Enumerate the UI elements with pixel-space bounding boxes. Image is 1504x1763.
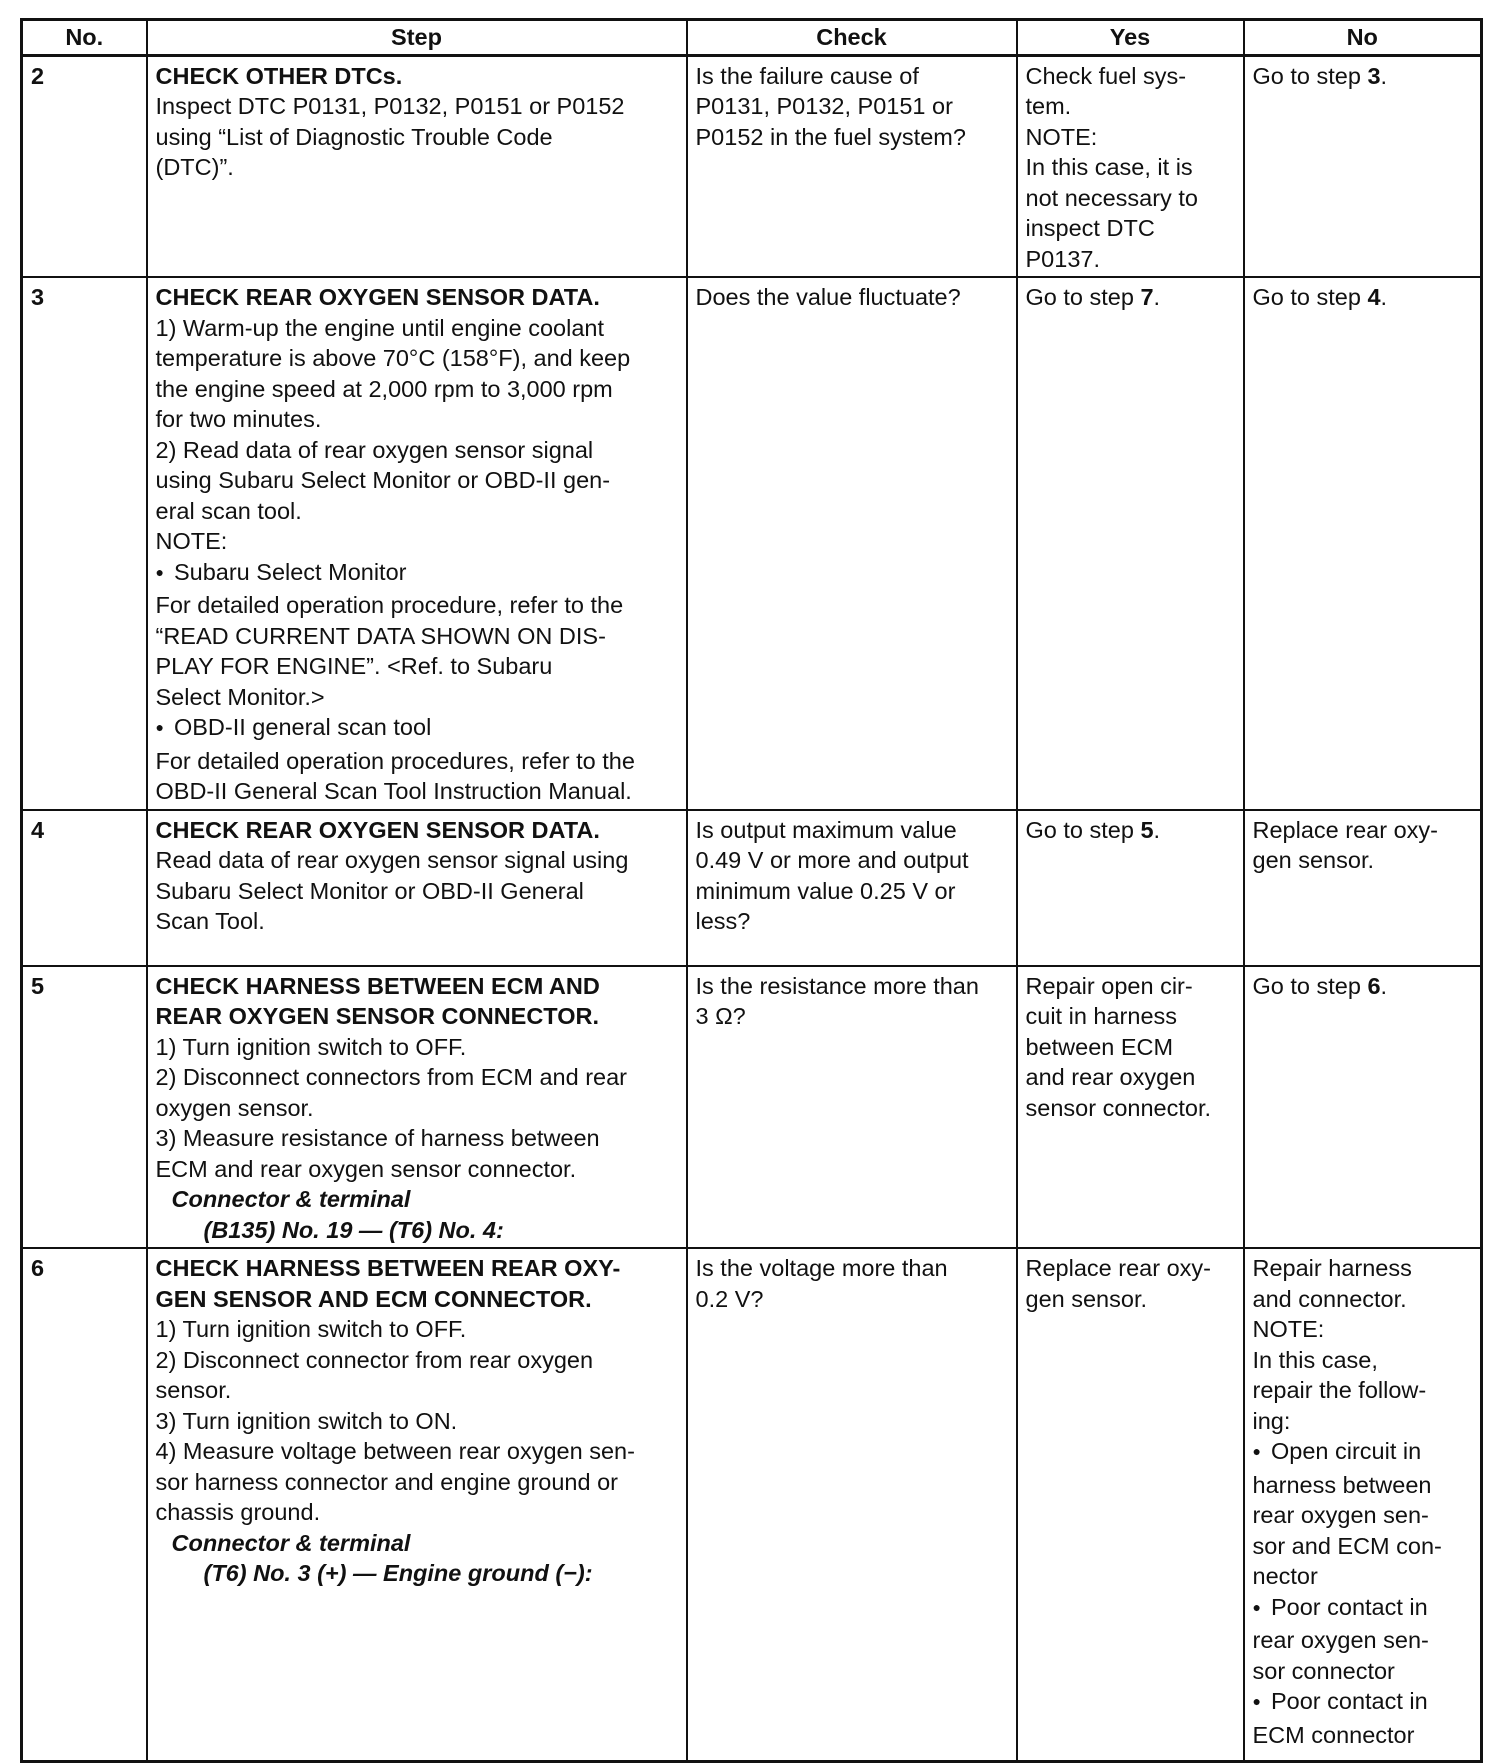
- check-text: less?: [695, 908, 751, 934]
- no-text: Go to step: [1252, 284, 1368, 310]
- step-number: 6: [22, 1248, 147, 1761]
- yes-text: Repair open cir-: [1025, 972, 1193, 999]
- yes-cell: [1017, 277, 1244, 810]
- check-text: P0131, P0132, P0151 or: [695, 93, 953, 119]
- spec-value: (B135) No. 19 — (T6) No. 4:: [203, 1216, 504, 1243]
- bullet-item: ● Open circuit in: [1253, 1436, 1473, 1470]
- step-text: 2) Disconnect connector from rear oxygen: [155, 1346, 594, 1373]
- no-text: rear oxygen sen-: [1252, 1627, 1429, 1653]
- step-title: CHECK REAR OXYGEN SENSOR DATA.: [155, 284, 600, 310]
- yes-text: and rear oxygen: [1025, 1064, 1196, 1090]
- spec-value: (T6) No. 3 (+) — Engine ground (−):: [203, 1560, 593, 1586]
- step-text: For detailed operation procedure, refer to the: [155, 592, 624, 618]
- step-text: chassis ground.: [155, 1499, 321, 1525]
- step-text: PLAY FOR ENGINE”. <Ref. to Subaru: [155, 653, 553, 679]
- check-cell: [687, 55, 1017, 277]
- step-text: Select Monitor.>: [155, 683, 325, 710]
- check-cell: [687, 277, 1017, 810]
- step-text: temperature is above 70°C (158°F), and keep: [155, 345, 631, 371]
- step-number: 5: [22, 966, 147, 1249]
- step-text: sor harness connector and engine ground or: [155, 1468, 618, 1495]
- step-text: Read data of rear oxygen sensor signal using: [155, 847, 629, 873]
- check-text: 0.49 V or more and output: [695, 847, 969, 873]
- yes-text: gen sensor.: [1025, 1285, 1148, 1312]
- header-no-result: No: [1244, 20, 1482, 56]
- step-text: ECM and rear oxygen sensor connector.: [155, 1155, 577, 1182]
- no-text: gen sensor.: [1252, 847, 1375, 873]
- table-row: [22, 55, 1482, 277]
- yes-text: tem.: [1025, 93, 1072, 119]
- yes-cell: [1017, 966, 1244, 1249]
- no-cell: [1244, 55, 1482, 277]
- no-cell: [1244, 277, 1482, 810]
- step-text: (DTC)”.: [155, 154, 234, 180]
- yes-text: not necessary to: [1025, 184, 1198, 211]
- step-text: 1) Turn ignition switch to OFF.: [155, 1316, 467, 1342]
- step-number: 4: [22, 810, 147, 966]
- no-text: Repair harness: [1252, 1255, 1412, 1281]
- check-text: 3 Ω?: [695, 1003, 746, 1029]
- yes-text: inspect DTC: [1025, 215, 1155, 241]
- no-text: Replace rear oxy-: [1252, 816, 1438, 843]
- step-text: the engine speed at 2,000 rpm to 3,000 rpm: [155, 375, 613, 402]
- header-yes: Yes: [1017, 20, 1244, 56]
- header-no: No.: [22, 20, 147, 56]
- check-cell: [687, 810, 1017, 966]
- step-title: CHECK HARNESS BETWEEN REAR OXY-: [155, 1255, 621, 1281]
- step-text: NOTE:: [155, 528, 228, 554]
- step-cell: [147, 966, 687, 1249]
- step-text: 2) Disconnect connectors from ECM and rear: [155, 1064, 627, 1090]
- step-text: 1) Warm-up the engine until engine coolant: [155, 314, 605, 341]
- step-text: for two minutes.: [155, 406, 322, 432]
- yes-text: P0137.: [1025, 245, 1100, 272]
- yes-text-suffix: .: [1153, 816, 1161, 843]
- no-text-suffix: .: [1380, 62, 1388, 89]
- yes-text-suffix: .: [1153, 284, 1161, 310]
- check-cell: [687, 966, 1017, 1249]
- step-cell: [147, 277, 687, 810]
- no-text: Go to step: [1252, 972, 1368, 999]
- no-text: and connector.: [1252, 1285, 1407, 1312]
- header-check: Check: [687, 20, 1017, 56]
- step-text: For detailed operation procedures, refer to the: [155, 747, 635, 774]
- table-row: [22, 810, 1482, 966]
- bullet-item: ● Poor contact in: [1253, 1686, 1473, 1720]
- no-text: repair the follow-: [1252, 1377, 1427, 1403]
- step-cell: [147, 1248, 687, 1761]
- step-text: 1) Turn ignition switch to OFF.: [155, 1033, 467, 1060]
- step-ref: 7: [1140, 284, 1154, 310]
- yes-cell: [1017, 55, 1244, 277]
- step-number: 3: [22, 277, 147, 810]
- bullet-item: ● OBD-II general scan tool: [156, 712, 678, 746]
- step-title: CHECK HARNESS BETWEEN ECM AND: [155, 972, 600, 999]
- step-title: CHECK OTHER DTCs.: [155, 62, 403, 89]
- table-row: [22, 1248, 1482, 1761]
- table-row: [22, 277, 1482, 810]
- no-text: sor and ECM con-: [1252, 1532, 1442, 1559]
- step-title: CHECK REAR OXYGEN SENSOR DATA.: [155, 816, 600, 843]
- step-text: 4) Measure voltage between rear oxygen sen-: [155, 1438, 635, 1464]
- yes-text: In this case, it is: [1025, 154, 1193, 180]
- check-cell: [687, 1248, 1017, 1761]
- step-text: 2) Read data of rear oxygen sensor signal: [155, 436, 594, 463]
- step-ref: 6: [1367, 972, 1381, 999]
- step-text: “READ CURRENT DATA SHOWN ON DIS-: [155, 622, 606, 649]
- no-text: NOTE:: [1252, 1316, 1325, 1342]
- yes-text: NOTE:: [1025, 123, 1098, 150]
- step-text: sensor.: [155, 1377, 232, 1403]
- spec-label: Connector & terminal: [171, 1529, 411, 1556]
- step-ref: 4: [1367, 284, 1381, 310]
- yes-cell: [1017, 810, 1244, 966]
- step-text: using “List of Diagnostic Trouble Code: [155, 123, 553, 150]
- step-number: 2: [22, 55, 147, 277]
- yes-text: Go to step: [1025, 816, 1141, 843]
- no-text: Go to step: [1252, 62, 1368, 89]
- check-text: Is output maximum value: [695, 816, 957, 843]
- spec-label: Connector & terminal: [171, 1186, 411, 1212]
- header-row: [22, 20, 1482, 56]
- step-text: Inspect DTC P0131, P0132, P0151 or P0152: [155, 93, 625, 119]
- yes-text: cuit in harness: [1025, 1003, 1178, 1029]
- header-step: Step: [147, 20, 687, 56]
- step-cell: [147, 810, 687, 966]
- step-title: GEN SENSOR AND ECM CONNECTOR.: [155, 1285, 592, 1312]
- yes-text: Replace rear oxy-: [1025, 1255, 1211, 1281]
- no-text: harness between: [1252, 1471, 1432, 1498]
- yes-text: sensor connector.: [1025, 1094, 1211, 1121]
- check-text: P0152 in the fuel system?: [695, 123, 966, 150]
- check-text: Is the resistance more than: [695, 972, 979, 999]
- step-title: REAR OXYGEN SENSOR CONNECTOR.: [155, 1003, 600, 1029]
- step-text: using Subaru Select Monitor or OBD-II gen-: [155, 467, 611, 493]
- yes-text: between ECM: [1025, 1033, 1174, 1060]
- step-text: eral scan tool.: [155, 497, 302, 524]
- yes-cell: [1017, 1248, 1244, 1761]
- check-text: Is the failure cause of: [695, 62, 919, 89]
- step-ref: 5: [1140, 816, 1154, 843]
- step-text: OBD-II General Scan Tool Instruction Manual.: [155, 778, 632, 804]
- no-text-suffix: .: [1380, 972, 1388, 999]
- no-text: nector: [1252, 1563, 1318, 1589]
- diagnostic-table: [20, 18, 1483, 1763]
- no-text: ECM connector: [1252, 1721, 1415, 1748]
- check-text: 0.2 V?: [695, 1285, 764, 1312]
- bullet-item: ● Poor contact in: [1253, 1592, 1473, 1626]
- no-cell: [1244, 1248, 1482, 1761]
- no-cell: [1244, 966, 1482, 1249]
- yes-text: Check fuel sys-: [1025, 62, 1187, 89]
- check-text: minimum value 0.25 V or: [695, 877, 956, 904]
- no-text-suffix: .: [1380, 284, 1388, 310]
- step-cell: [147, 55, 687, 277]
- step-text: Scan Tool.: [155, 908, 265, 934]
- step-text: 3) Measure resistance of harness between: [155, 1125, 600, 1151]
- yes-text: Go to step: [1025, 284, 1141, 310]
- no-cell: [1244, 810, 1482, 966]
- no-text: sor connector: [1252, 1657, 1395, 1684]
- step-text: 3) Turn ignition switch to ON.: [155, 1407, 458, 1434]
- step-ref: 3: [1367, 62, 1381, 89]
- no-text: ing:: [1252, 1407, 1291, 1434]
- step-text: oxygen sensor.: [155, 1094, 314, 1121]
- bullet-item: ● Subaru Select Monitor: [156, 557, 678, 591]
- table-row: [22, 966, 1482, 1249]
- step-text: Subaru Select Monitor or OBD-II General: [155, 877, 584, 904]
- check-text: Is the voltage more than: [695, 1255, 948, 1281]
- check-text: Does the value fluctuate?: [695, 284, 961, 310]
- no-text: In this case,: [1252, 1346, 1378, 1373]
- no-text: rear oxygen sen-: [1252, 1502, 1429, 1528]
